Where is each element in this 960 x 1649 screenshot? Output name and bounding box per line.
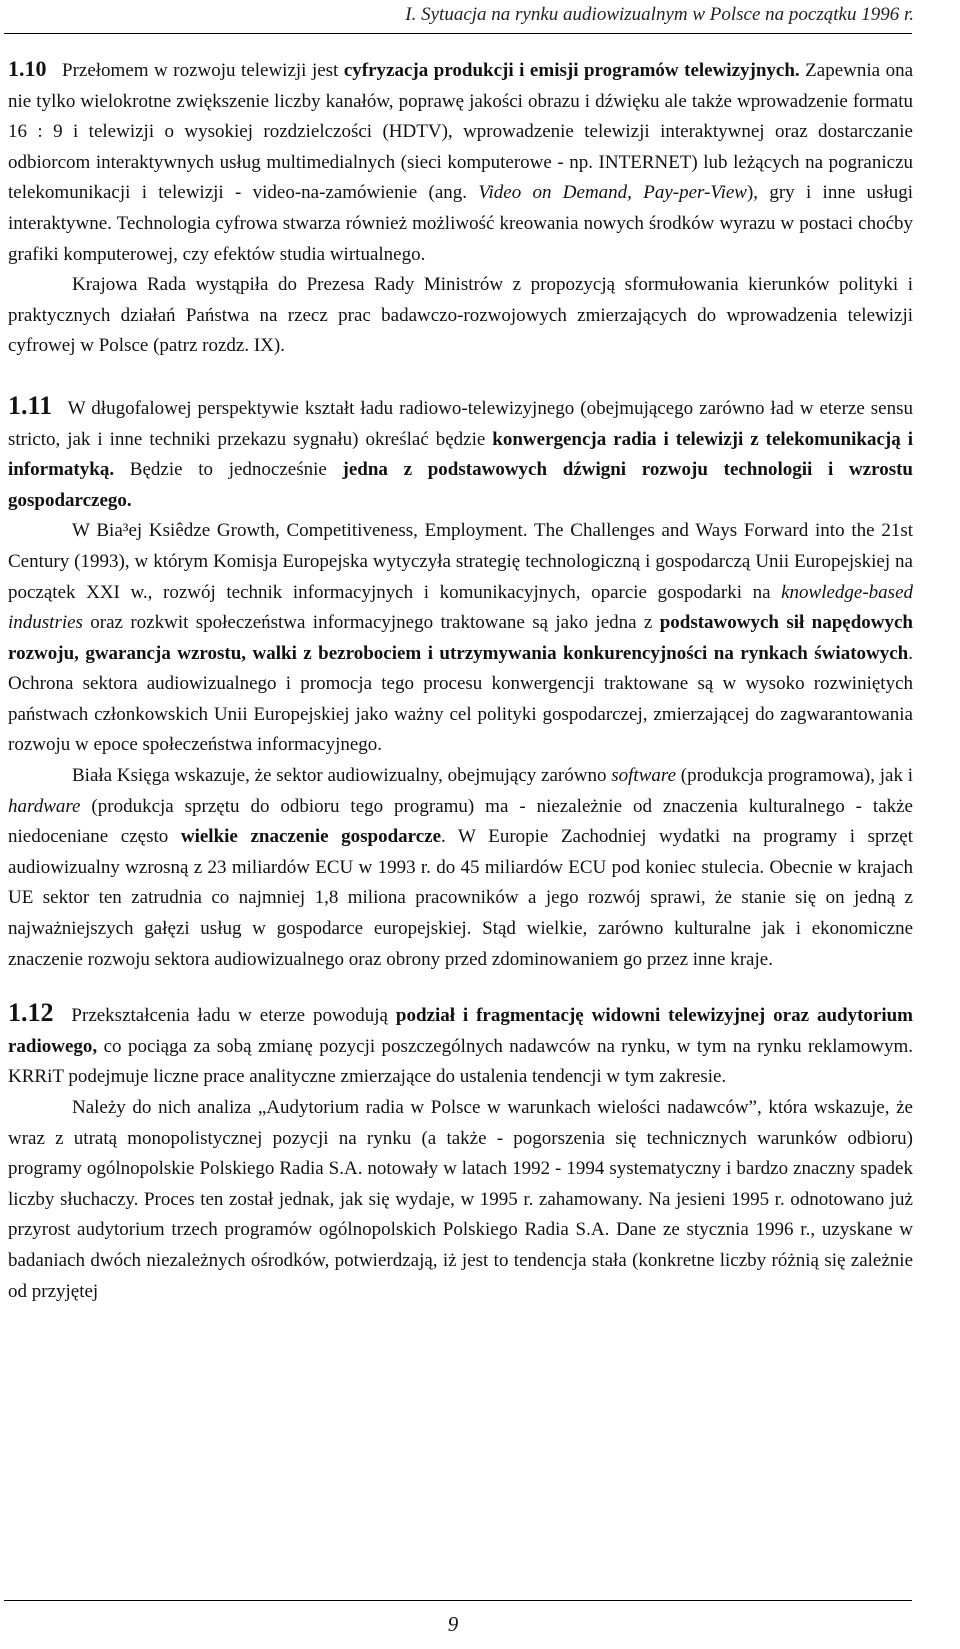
emphasis-text: podstawowych sił napędowych rozwoju, gwarancja wzrostu, walki z bezrobociem i utrzymywania konkurencyjności na rynkach światowych (8, 612, 913, 664)
section-gap (8, 362, 913, 391)
section-1-10-paragraph-2: Krajowa Rada wystąpiła do Prezesa Rady Ministrów z propozycją sformułowania kierunków polityki i praktycznych działań Państwa na rzecz prac badawczo-rozwojowych zmierzających do wprowadzenia telewizji cyfrowej w Polsce (patrz rozdz. IX). (8, 274, 913, 357)
section-1-11-paragraph-3: Biała Księga wskazuje, że sektor audiowizualny, obejmujący zarówno software (produkcja programowa), jak i hardware (produkcja sprzętu do odbioru tego programu) ma - niezależnie od znaczenia kulturalnego - także niedoceniane często wielkie znaczenie gospodarcze. W Europie Zachodniej wydatki na programy i sprzęt audiowizualny wzrosną z 23 miliardów ECU w 1993 r. do 45 miliardów ECU pod koniec stulecia. Obecnie w krajach UE sektor ten zatrudnia co najmniej 1,8 miliona pracowników a jego rozwój sprawi, że stanie się on jedną z najważniejszych gałęzi usług w gospodarce europejskiej. Stąd wielkie, zarówno kulturalne jak i ekonomiczne znaczenie rozwoju sektora audiowizualnego oraz obrony przed zdominowaniem go przez inne kraje. (8, 765, 913, 970)
emphasis-text: knowledge-based industries (8, 581, 913, 634)
section-number: 1.10 (8, 56, 47, 81)
emphasis-text: cyfryzacja produkcji i emisji programów telewizyjnych. (343, 60, 800, 81)
emphasis-text: podział i fragmentację widowni telewizyjnej oraz audytorium radiowego, (8, 1005, 914, 1057)
emphasis-text: wielkie znaczenie gospodarcze (180, 826, 442, 848)
section-1-12-paragraph-1: 1.12 Przekształcenia ładu w eterze powodują podział i fragmentację widowni telewizyjnej oraz audytorium radiowego, co pociąga za sobą zmianę pozycji poszczególnych nadawców na rynku, w tym na rynku reklamowym. KRRiT podejmuje liczne prace analityczne zmierzające do ustalenia tendencji w tym zakresie. (8, 998, 914, 1088)
running-header: I. Sytuacja na rynku audiowizualnym w Polsce na początku 1996 r. (405, 4, 914, 25)
section-1-11-paragraph-1: 1.11 W długofalowej perspektywie kształt ładu radiowo-telewizyjnego (obejmującego zarówno ład w eterze sensu stricto, jak i inne techniki przekazu sygnału) określać będzie konwergencja radia i telewizji z telekomunikacją i informatyką. Będzie to jednocześnie jedna z podstawowych dźwigni rozwoju technologii i wzrostu gospodarczego. (8, 390, 913, 511)
page-number: 9 (447, 1612, 459, 1636)
emphasis-text: konwergencja radia i telewizji z telekomunikacją i informatyką. (8, 428, 913, 481)
emphasis-text: hardware (8, 795, 81, 817)
document-body (8, 54, 913, 1307)
section-1-10-paragraph-1: 1.10 Przełomem w rozwoju telewizji jest cyfryzacja produkcji i emisji programów telewizyjnych. Zapewnia ona nie tylko wielokrotne zwiększenie liczby kanałów, poprawę jakości obrazu i dźwięku ale także wprowadzenie formatu 16 : 9 i telewizji o wysokiej rozdzielczości (HDTV), wprowadzenie telewizji interaktywnej oraz dostarczanie odbiorcom interaktywnych usług multimedialnych (sieci komputerowe - np. INTERNET) lub leżących na pograniczu telekomunikacji i telewizji - video-na-zamówienie (ang. Video on Demand, Pay-per-View), gry i inne usługi interaktywne. Technologia cyfrowa stwarza również możliwość kreowania nowych środków wyrazu w postaci choćby grafiki komputerowej, czy efektów studia wirtualnego. (8, 56, 914, 265)
header-rule (4, 33, 912, 34)
section-gap (8, 975, 913, 998)
section-1-12-paragraph-2: Należy do nich analiza „Audytorium radia w Polsce w warunkach wielości nadawców”, która wskazuje, że wraz z utratą monopolistycznej pozycji na rynku (a także - pogorszenia się technicznych warunków odbioru) programy ogólnopolskie Polskiego Radia S.A. notowały w latach 1992 - 1994 systematyczny i bardzo znaczny spadek liczby słuchaczy. Proces ten został jednak, jak się wydaje, w 1995 r. zahamowany. Na jesieni 1995 r. odnotowano już przyrost audytorium trzech programów ogólnopolskich Polskiego Radia S.A. Dane ze stycznia 1996 r., uzyskane w badaniach dwóch niezależnych ośrodków, potwierdzają, iż jest to tendencja stała (konkretne liczby różnią się zależnie od przyjętej (8, 1097, 913, 1302)
emphasis-text: jedna z podstawowych dźwigni rozwoju technologii i wzrostu gospodarczego. (8, 459, 913, 511)
footer-rule (4, 1600, 912, 1601)
section-number: 1.11 (8, 390, 53, 420)
section-number: 1.12 (8, 998, 54, 1028)
section-1-11-paragraph-2: W Bia³ej Ksiêdze Growth, Competitiveness, Employment. The Challenges and Ways Forward into the 21st Century (1993), w którym Komisja Europejska wytyczyła strategię technologiczną i gospodarczą Unii Europejskiej na początek XXI w., rozwój technik informacyjnych i komunikacyjnych, oparcie gospodarki na knowledge-based industries oraz rozkwit społeczeństwa informacyjnego traktowane są jako jedna z podstawowych sił napędowych rozwoju, gwarancja wzrostu, walki z bezrobociem i utrzymywania konkurencyjności na rynkach światowych. Ochrona sektora audiowizualnego i promocja tego procesu konwergencji traktowane są w wysoko rozwiniętych państwach członkowskich Unii Europejskiej jako ważny cel polityki gospodarczej, zmierzającej do zagwarantowania rozwoju w epoce społeczeństwa informacyjnego. (8, 520, 913, 756)
emphasis-text: software (611, 765, 676, 787)
emphasis-text: Video on Demand, Pay-per-View (478, 182, 747, 204)
